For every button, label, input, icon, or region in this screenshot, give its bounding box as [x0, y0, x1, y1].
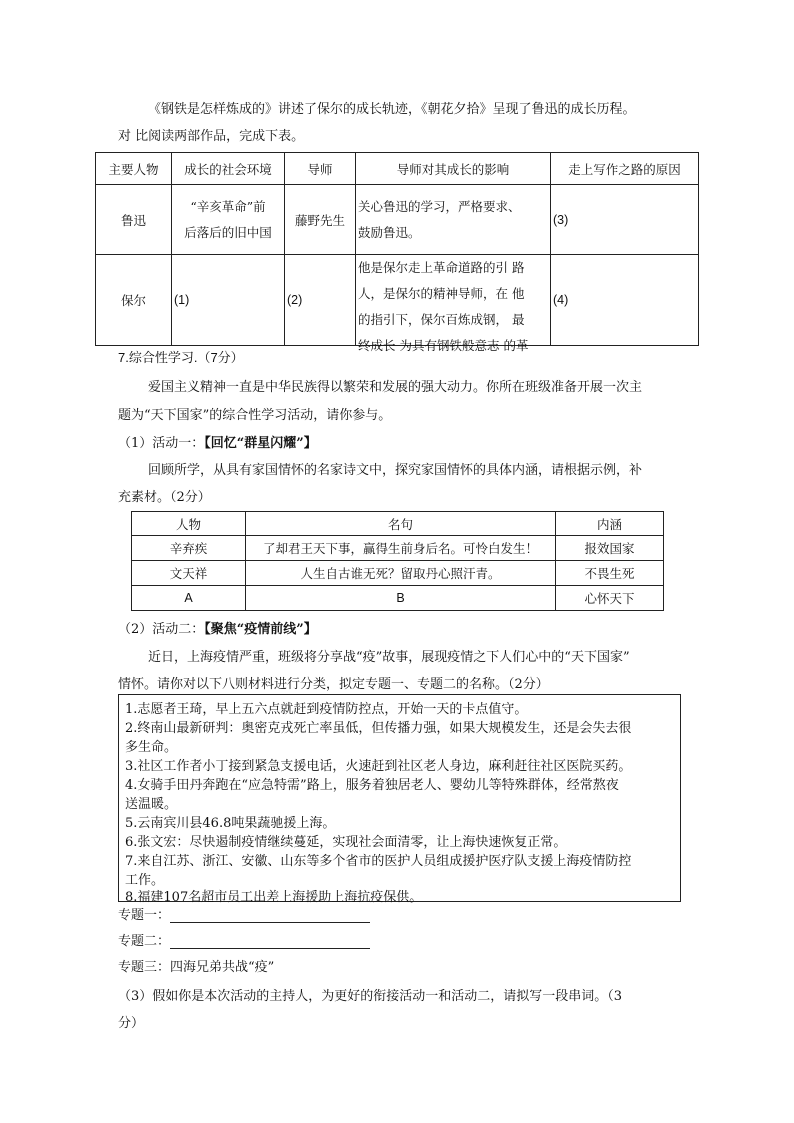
activity1-prefix: （1）活动一：	[118, 436, 205, 451]
table-cell: 鲁迅	[96, 185, 172, 255]
table-header: 内涵	[556, 512, 664, 536]
intro-line1: 《钢铁是怎样炼成的》讲述了保尔的成长轨迹，《朝花夕拾》呈现了鲁迅的成长历程。	[148, 102, 636, 117]
table-cell: (1)	[172, 255, 285, 346]
poetry-table	[131, 511, 664, 611]
table-header: 导师	[285, 153, 356, 185]
table-cell: 不畏生死	[556, 561, 664, 586]
cell-line: 人，是保尔的精神导师，在 他	[358, 286, 525, 301]
activity1-line1: 回顾所学，从具有家国情怀的名家诗文中，探究家国情怀的具体内涵，请根据示例，补	[148, 463, 643, 478]
cell-line: 后落后的旧中国	[184, 224, 272, 240]
activity2-prefix: （2）活动二：	[118, 622, 205, 637]
table-cell	[356, 185, 551, 255]
topic2-answer-blank[interactable]	[170, 934, 370, 949]
activity1-line2: 充素材。（2分）	[118, 490, 211, 505]
material-line: 6.张文宏：尽快遏制疫情继续蔓延，实现社会面清零，让上海快速恢复正常。	[125, 835, 567, 850]
table-cell: 藤野先生	[285, 185, 356, 255]
table-header: 成长的社会环境	[172, 153, 285, 185]
table-cell: A	[132, 586, 246, 611]
table-cell: 保尔	[96, 255, 172, 346]
table-cell: (4)	[551, 255, 699, 346]
material-line: 3.社区工作者小丁接到紧急支援电话，火速赶到社区老人身边，麻利赶往社区医院买药。	[125, 759, 632, 774]
cell-line: 他是保尔走上革命道路的引 路	[358, 260, 525, 275]
material-line: 送温暖。	[125, 797, 178, 812]
topic3-label: 专题三：四海兄弟共战“疫”	[118, 960, 275, 975]
table-cell: 报效国家	[556, 536, 664, 561]
table-header: 主要人物	[96, 153, 172, 185]
table-header: 名句	[246, 512, 556, 536]
topic1-answer-blank[interactable]	[170, 908, 370, 923]
material-line: 5.云南宾川县46.8吨果蔬驰援上海。	[125, 816, 336, 831]
material-line: 1.志愿者王琦，早上五六点就赶到疫情防控点，开始一天的卡点值守。	[125, 702, 528, 717]
table-cell	[172, 185, 285, 255]
q7-paragraph-line2: 题为“天下国家”的综合性学习活动，请你参与。	[118, 408, 392, 423]
cell-line: “辛亥革命”前	[190, 198, 266, 214]
activity1-heading	[118, 432, 317, 451]
topic1-row	[118, 904, 370, 923]
material-line: 2.终南山最新研判：奥密克戎死亡率虽低，但传播力强，如果大规模发生，还是会失去很	[125, 721, 632, 736]
table-cell: (3)	[551, 185, 699, 255]
table-cell: 人生自古谁无死？留取丹心照汗青。	[246, 561, 556, 586]
activity3-line2: 分）	[118, 1016, 145, 1031]
cell-line: 的指引下，保尔百炼成钢， 最	[358, 312, 525, 327]
material-line: 工作。	[125, 873, 165, 888]
intro-line2: 对 比阅读两部作品，完成下表。	[118, 129, 305, 144]
comparison-table	[95, 152, 699, 353]
table-cell: 心怀天下	[556, 586, 664, 611]
table-cell	[356, 255, 551, 353]
activity2-line2: 情怀。请你对以下八则材料进行分类，拟定专题一、专题二的名称。（2分）	[118, 677, 549, 692]
activity2-title: 【聚焦“疫情前线”】	[204, 622, 317, 637]
cell-line: 鼓励鲁迅。	[358, 224, 421, 240]
material-line: 7.来自江苏、浙江、安徽、山东等多个省市的医护人员组成援护医疗队支援上海疫情防控	[125, 854, 632, 869]
topic2-label: 专题二：	[118, 934, 171, 949]
activity2-line1: 近日，上海疫情严重，班级将分享战“疫”故事，展现疫情之下人们心中的“天下国家”	[148, 650, 630, 665]
activity2-heading	[118, 618, 317, 637]
table-header: 导师对其成长的影响	[356, 153, 551, 185]
activity1-title: 【回忆“群星闪耀”】	[204, 436, 317, 451]
materials-box	[118, 694, 681, 905]
activity3-line1: （3）假如你是本次活动的主持人，为更好的衔接活动一和活动二，请拟写一段串词。（3	[118, 989, 623, 1004]
topic1-label: 专题一：	[118, 908, 171, 923]
material-line: 多生命。	[125, 740, 178, 755]
table-cell: 辛弃疾	[132, 536, 246, 561]
material-line: 8.福建107名超市员工出差上海援助上海抗疫保供。	[125, 890, 423, 905]
cell-line: 关心鲁迅的学习，严格要求、	[358, 198, 521, 214]
table-cell: B	[246, 586, 556, 611]
table-header: 人物	[132, 512, 246, 536]
table-cell: (2)	[285, 255, 356, 346]
table-cell: 文天祥	[132, 561, 246, 586]
q7-title: 7.综合性学习.（7分）	[118, 347, 244, 366]
table-cell: 了却君王天下事，赢得生前身后名。可怜白发生！	[246, 536, 556, 561]
topic2-row	[118, 930, 370, 949]
table-header: 走上写作之路的原因	[551, 153, 699, 185]
material-line: 4.女骑手田丹奔跑在“应急特需”路上，服务着独居老人、婴幼儿等特殊群体，经常熬夜	[125, 778, 619, 793]
cell-line: 终成长 为具有钢铁般意志 的革	[358, 338, 529, 353]
q7-paragraph-line1: 爱国主义精神一直是中华民族得以繁荣和发展的强大动力。你所在班级准备开展一次主	[148, 380, 643, 395]
